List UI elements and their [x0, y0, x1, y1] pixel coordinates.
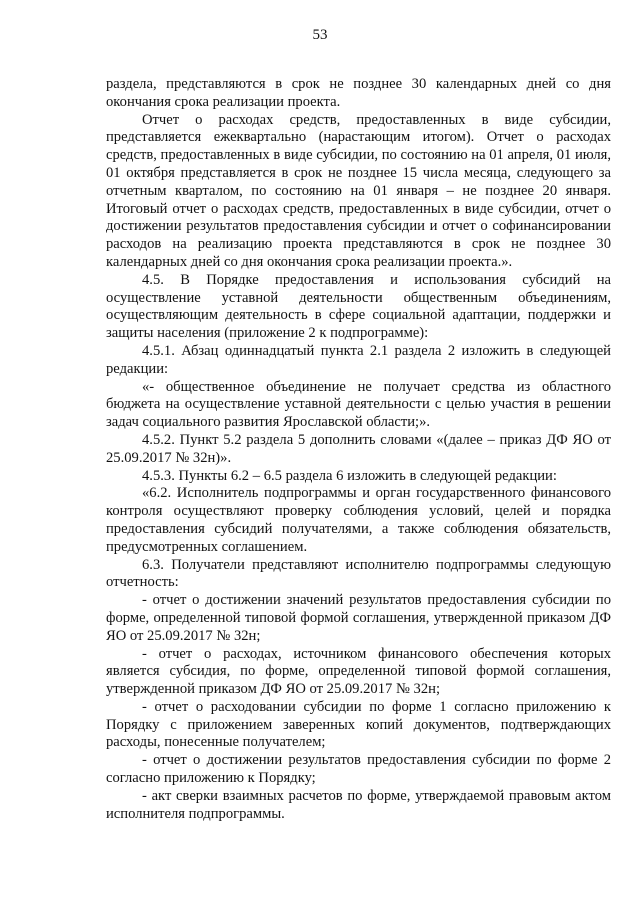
document-body	[106, 76, 611, 823]
paragraph: 6.3. Получатели представляют исполнителю подпрограммы следующую отчетность:	[106, 556, 611, 591]
page-number: 53	[312, 27, 328, 43]
paragraph: 4.5.3. Пункты 6.2 – 6.5 раздела 6 изложить в следующей редакции:	[142, 467, 557, 484]
paragraph: 4.5. В Порядке предоставления и использования субсидий на осуществление уставной деятельности общественным объединениям, осуществляющим деятельность в сфере социальной адаптации, поддержки и защиты населения (приложение 2 к подпрограмме):	[106, 271, 611, 342]
list-item: - отчет о достижении результатов предоставления субсидии по форме 2 согласно приложению к Порядку;	[106, 752, 611, 787]
paragraph: «- общественное объединение не получает средства из областного бюджета на осуществление уставной деятельности с целью участия в решении задач социального развития Ярославской области;».	[106, 378, 611, 431]
paragraph: 4.5.2. Пункт 5.2 раздела 5 дополнить словами «(далее – приказ ДФ ЯО от 25.09.2017 № 32н)».	[106, 431, 611, 466]
list-item: - акт сверки взаимных расчетов по форме, утверждаемой правовым актом исполнителя подпрограммы.	[106, 787, 611, 822]
paragraph: «6.2. Исполнитель подпрограммы и орган государственного финансового контроля осуществляют проверку соблюдения условий, целей и порядка предоставления субсидий получателями, а также соблюдения обязательств, предусмотренных соглашением.	[106, 485, 611, 555]
list-item: - отчет о достижении значений результатов предоставления субсидии по форме, определенной типовой формой соглашения, утвержденной приказом ДФ ЯО от 25.09.2017 № 32н;	[106, 592, 611, 644]
list-item: - отчет о расходах, источником финансового обеспечения которых является субсидия, по форме, определенной типовой формой соглашения, утвержденной приказом ДФ ЯО от 25.09.2017 № 32н;	[106, 645, 611, 698]
paragraph: Отчет о расходах средств, предоставленных в виде субсидии, представляется ежеквартально (нарастающим итогом). Отчет о расходах средств, предоставленных в виде субсидии, по состоянию на 01 апреля, 01 июля, 01 октября представляется в срок не позднее 15 числа месяца, следующего за отчетным кварталом, по состоянию на 01 января – не позднее 20 января. Итоговый отчет о расходах средств, предоставленных в виде субсидии, отчет о достижении результатов предоставления субсидии и отчет о софинансировании расходов на реализацию проекта представляются в срок не позднее 30 календарных дней со дня окончания срока реализации проекта.».	[106, 111, 611, 270]
paragraph: раздела, представляются в срок не позднее 30 календарных дней со дня окончания срока реализации проекта.	[106, 76, 611, 110]
list-item: - отчет о расходовании субсидии по форме 1 согласно приложению к Порядку с приложением заверенных копий документов, подтверждающих расходы, понесенные получателем;	[106, 698, 611, 751]
paragraph: 4.5.1. Абзац одиннадцатый пункта 2.1 раздела 2 изложить в следующей редакции:	[106, 342, 611, 377]
